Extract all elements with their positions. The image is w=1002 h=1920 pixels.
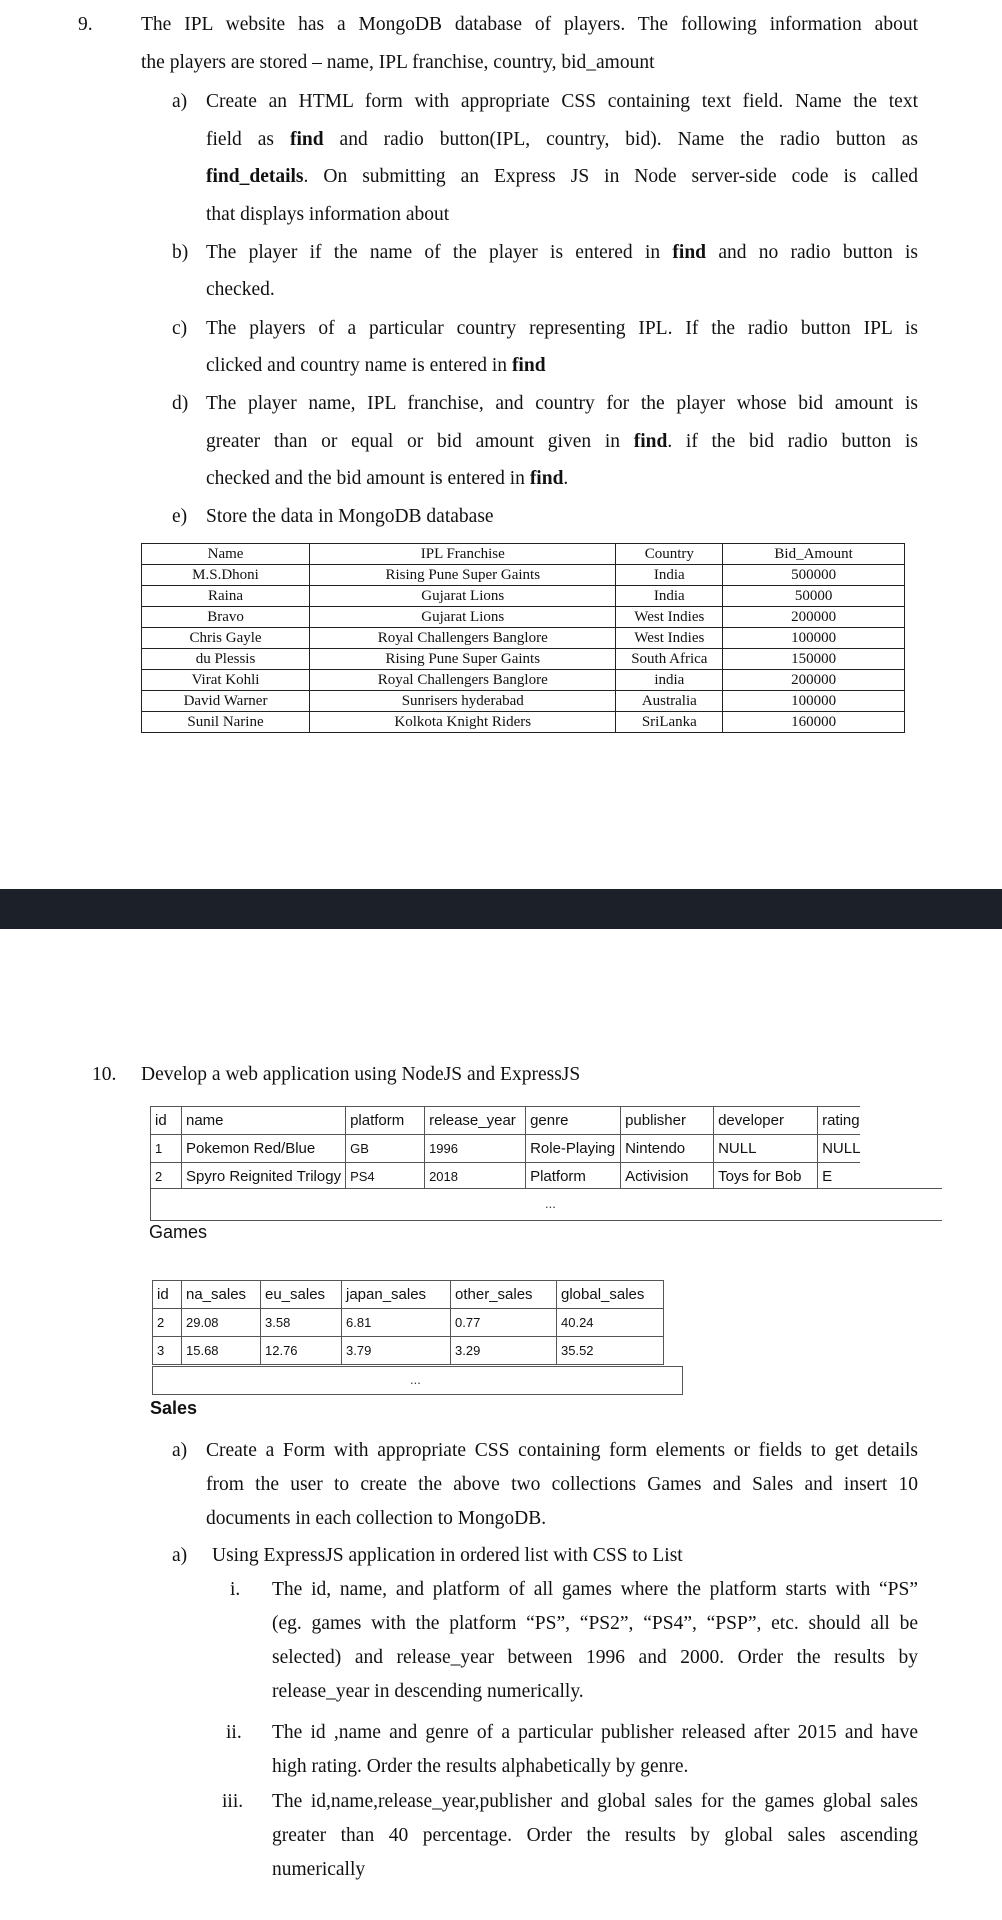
- table-row: [142, 649, 905, 670]
- table-cell: developer: [714, 1107, 818, 1135]
- q10-ii-label: ii.: [226, 1722, 242, 1743]
- table-cell: 2: [153, 1309, 182, 1337]
- q9-b-label: b): [172, 242, 189, 263]
- q9-b-line1: The player if the name of the player is entered in find and no radio button is: [206, 242, 918, 263]
- table-cell: 29.08: [182, 1309, 261, 1337]
- sales-label: Sales: [150, 1398, 198, 1418]
- q10-iii-label: iii.: [222, 1791, 244, 1812]
- q10-i-label: i.: [230, 1579, 241, 1600]
- q9-c-line1: The players of a particular country representing IPL. If the radio button IPL is: [206, 318, 918, 339]
- table-cell: 200000: [723, 670, 905, 691]
- table-cell: NULL: [714, 1135, 818, 1163]
- q10-iii-line2: greater than 40 percentage. Order the results by global sales ascending: [272, 1825, 918, 1846]
- table-cell: publisher: [621, 1107, 714, 1135]
- table-header-row: [151, 1107, 861, 1135]
- table-header-row: [153, 1281, 664, 1309]
- q9-e-label: e): [172, 506, 188, 527]
- table-cell: West Indies: [616, 628, 723, 649]
- q10-a-label: a): [172, 1440, 188, 1461]
- table-cell: 6.81: [342, 1309, 451, 1337]
- q10-ii-line2: high rating. Order the results alphabetically by genre.: [272, 1756, 689, 1777]
- table-cell: Platform: [526, 1163, 621, 1191]
- q9-number: 9.: [78, 14, 93, 35]
- table-row: [142, 586, 905, 607]
- q9-intro-line2: the players are stored – name, IPL franchise, country, bid_amount: [141, 52, 655, 73]
- table-cell: Nintendo: [621, 1135, 714, 1163]
- table-cell: David Warner: [142, 691, 310, 712]
- table-cell: Kolkota Knight Riders: [310, 712, 616, 733]
- table-cell: Virat Kohli: [142, 670, 310, 691]
- table-cell: E: [818, 1163, 861, 1191]
- table-cell: japan_sales: [342, 1281, 451, 1309]
- table-row: [153, 1337, 664, 1365]
- table-cell: du Plessis: [142, 649, 310, 670]
- table-cell: rating: [818, 1107, 861, 1135]
- table-cell: IPL Franchise: [310, 544, 616, 565]
- table-cell: Bid_Amount: [723, 544, 905, 565]
- table-cell: 3.79: [342, 1337, 451, 1365]
- table-cell: 100000: [723, 691, 905, 712]
- q9-a-line3: find_details. On submitting an Express JS in Node server-side code is called: [206, 166, 918, 187]
- q9-a-line2: field as find and radio button(IPL, country, bid). Name the radio button as: [206, 129, 919, 150]
- table-cell: 50000: [723, 586, 905, 607]
- table-cell: SriLanka: [616, 712, 723, 733]
- table-cell: M.S.Dhoni: [142, 565, 310, 586]
- table-cell: 2018: [425, 1163, 526, 1191]
- games-ellipsis: ...: [545, 1196, 556, 1211]
- table-cell: 3.58: [261, 1309, 342, 1337]
- table-cell: Rising Pune Super Gaints: [310, 649, 616, 670]
- table-cell: PS4: [346, 1163, 425, 1191]
- q10-i-line3: selected) and release_year between 1996 and 2000. Order the results by: [272, 1647, 918, 1668]
- table-row: [153, 1309, 664, 1337]
- table-cell: Australia: [616, 691, 723, 712]
- q9-c-line2: clicked and country name is entered in find: [206, 355, 546, 376]
- table-cell: eu_sales: [261, 1281, 342, 1309]
- table-cell: GB: [346, 1135, 425, 1163]
- screenshot-divider-band: [0, 889, 1002, 929]
- table-cell: id: [153, 1281, 182, 1309]
- table-cell: Bravo: [142, 607, 310, 628]
- table-row: [142, 691, 905, 712]
- q10-a2-label: a): [172, 1545, 188, 1566]
- q9-d-line1: The player name, IPL franchise, and country for the player whose bid amount is: [206, 393, 918, 414]
- table-cell: genre: [526, 1107, 621, 1135]
- table-cell: 1: [151, 1135, 182, 1163]
- table-cell: India: [616, 565, 723, 586]
- table-cell: Name: [142, 544, 310, 565]
- table-cell: other_sales: [451, 1281, 557, 1309]
- table-cell: 2: [151, 1163, 182, 1191]
- q10-a2-line1: Using ExpressJS application in ordered list with CSS to List: [212, 1545, 683, 1566]
- table-cell: Chris Gayle: [142, 628, 310, 649]
- table-cell: Royal Challengers Banglore: [310, 628, 616, 649]
- table-cell: South Africa: [616, 649, 723, 670]
- sales-table: [152, 1280, 664, 1365]
- table-row: [142, 607, 905, 628]
- table-cell: 150000: [723, 649, 905, 670]
- q9-d-line2: greater than or equal or bid amount given in find. if the bid radio button is: [206, 431, 919, 452]
- q10-i-line1: The id, name, and platform of all games where the platform starts with “PS”: [272, 1579, 918, 1600]
- table-cell: Spyro Reignited Trilogy: [182, 1163, 346, 1191]
- q9-c-label: c): [172, 318, 188, 339]
- q10-iii-line3: numerically: [272, 1859, 366, 1880]
- q9-d-label: d): [172, 393, 189, 414]
- table-cell: platform: [346, 1107, 425, 1135]
- table-row: [142, 712, 905, 733]
- table-cell: Sunrisers hyderabad: [310, 691, 616, 712]
- q10-i-line2: (eg. games with the platform “PS”, “PS2”, “PS4”, “PSP”, etc. should all be: [272, 1613, 918, 1634]
- q10-a-line1: Create a Form with appropriate CSS containing form elements or fields to get details: [206, 1440, 918, 1461]
- sales-ellipsis: ...: [410, 1372, 421, 1387]
- table-cell: Toys for Bob: [714, 1163, 818, 1191]
- table-row: [151, 1135, 861, 1163]
- table-row: [142, 670, 905, 691]
- table-cell: global_sales: [557, 1281, 664, 1309]
- table-cell: Gujarat Lions: [310, 586, 616, 607]
- table-header-row: [142, 544, 905, 565]
- table-row: [151, 1163, 861, 1191]
- table-cell: release_year: [425, 1107, 526, 1135]
- table-cell: India: [616, 586, 723, 607]
- q9-d-line3: checked and the bid amount is entered in find.: [206, 468, 569, 489]
- q9-a-line4: that displays information about: [206, 204, 450, 225]
- table-cell: Sunil Narine: [142, 712, 310, 733]
- q10-ii-line1: The id ,name and genre of a particular publisher released after 2015 and have: [272, 1722, 918, 1743]
- ipl-players-table: [141, 543, 905, 733]
- table-cell: name: [182, 1107, 346, 1135]
- table-cell: Royal Challengers Banglore: [310, 670, 616, 691]
- table-cell: Raina: [142, 586, 310, 607]
- table-cell: 100000: [723, 628, 905, 649]
- q10-title: Develop a web application using NodeJS and ExpressJS: [141, 1064, 581, 1085]
- q10-iii-line1: The id,name,release_year,publisher and global sales for the games global sales: [272, 1791, 918, 1812]
- q10-a-line2: from the user to create the above two collections Games and Sales and insert 10: [206, 1474, 918, 1495]
- table-cell: Gujarat Lions: [310, 607, 616, 628]
- table-cell: 35.52: [557, 1337, 664, 1365]
- table-cell: 15.68: [182, 1337, 261, 1365]
- table-cell: 12.76: [261, 1337, 342, 1365]
- q10-number: 10.: [92, 1064, 117, 1085]
- table-cell: Role-Playing: [526, 1135, 621, 1163]
- table-cell: 500000: [723, 565, 905, 586]
- q10-a-line3: documents in each collection to MongoDB.: [206, 1508, 547, 1529]
- table-cell: 3: [153, 1337, 182, 1365]
- table-row: [142, 628, 905, 649]
- table-cell: 0.77: [451, 1309, 557, 1337]
- q9-a-label: a): [172, 91, 188, 112]
- table-cell: Pokemon Red/Blue: [182, 1135, 346, 1163]
- table-cell: india: [616, 670, 723, 691]
- table-cell: 160000: [723, 712, 905, 733]
- table-row: [142, 565, 905, 586]
- q9-b-line2: checked.: [206, 279, 275, 300]
- games-label: Games: [149, 1222, 208, 1242]
- games-table: [150, 1106, 860, 1191]
- table-cell: na_sales: [182, 1281, 261, 1309]
- table-cell: 3.29: [451, 1337, 557, 1365]
- table-cell: 1996: [425, 1135, 526, 1163]
- q9-a-line1: Create an HTML form with appropriate CSS containing text field. Name the text: [206, 91, 918, 112]
- table-cell: NULL: [818, 1135, 861, 1163]
- table-cell: id: [151, 1107, 182, 1135]
- q10-i-line4: release_year in descending numerically.: [272, 1681, 584, 1702]
- table-cell: West Indies: [616, 607, 723, 628]
- table-cell: Rising Pune Super Gaints: [310, 565, 616, 586]
- q9-intro-line1: The IPL website has a MongoDB database of players. The following information about: [141, 14, 918, 35]
- table-cell: 40.24: [557, 1309, 664, 1337]
- table-cell: Activision: [621, 1163, 714, 1191]
- table-cell: 200000: [723, 607, 905, 628]
- q9-e-line1: Store the data in MongoDB database: [206, 506, 494, 527]
- table-cell: Country: [616, 544, 723, 565]
